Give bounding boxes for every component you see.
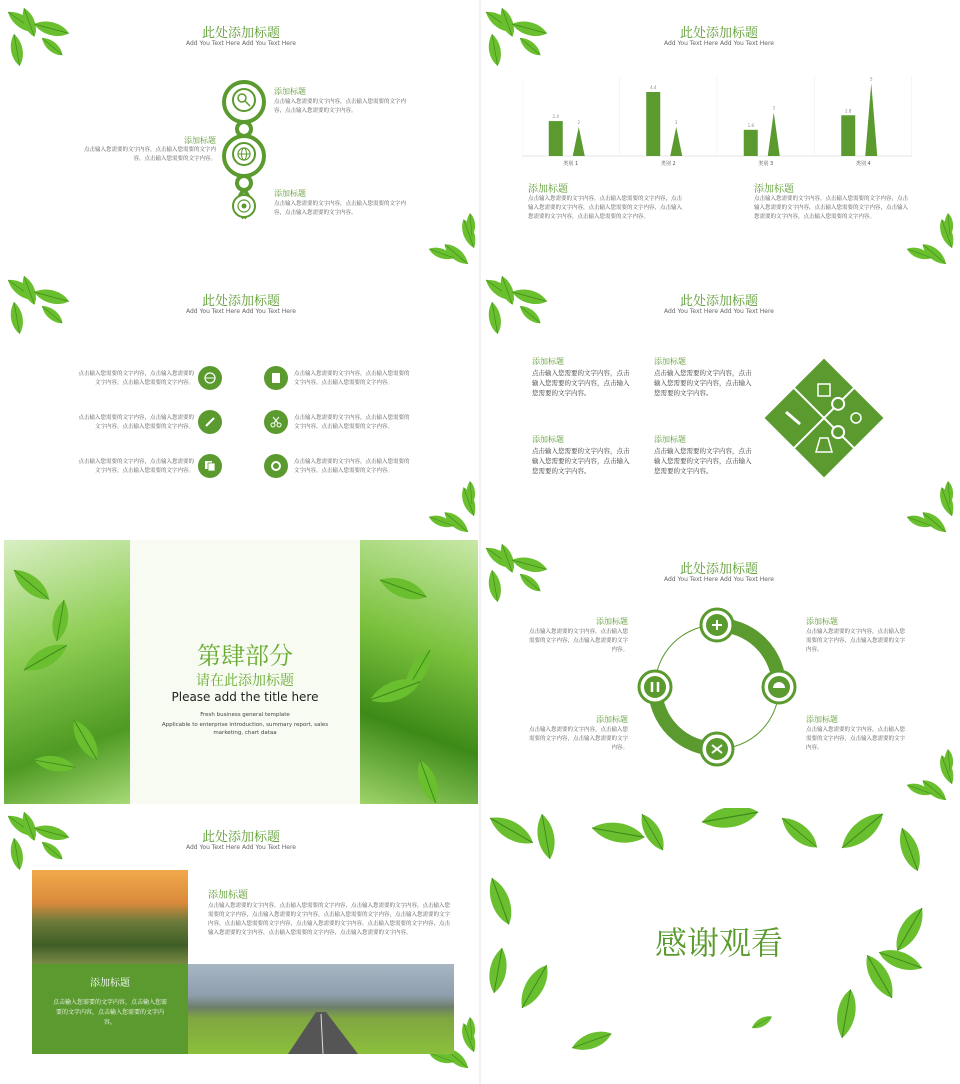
landscape-photo	[32, 870, 188, 964]
slide-2	[482, 4, 956, 268]
list-item-text: 点击输入您需要的文字内容，点击输入您需要的文字内容，点击输入您需要的文字内容。	[78, 371, 194, 386]
section-desc: Applicable to enterprise introduction, summary report, sales marketing, chart dataa	[161, 722, 329, 736]
slide-6	[482, 540, 956, 804]
data-label: 2	[674, 119, 678, 125]
block-title: 添加标题	[754, 184, 794, 195]
block-text: 点击输入您需要的文字内容，点击输入您需要的文字内容，点击输入您需要的文字内容，点击输入您需要的文字内容，点击输入您需要的文字内容，点击输入您需要的文字内容，点击输入您需要的文字内容，点击输入您需要的文字内容，点击输入您需要的文字内容，点击输入您需要的文字内容，点击输入您需要的文字内容，点击输入您需要的文字内容，点击输入您需要的文字内容。	[208, 903, 451, 936]
section-desc: Fresh business general template	[200, 712, 290, 718]
item-title: 添加标题	[184, 136, 216, 145]
block-title: 添加标题	[654, 435, 686, 444]
item-title: 添加标题	[274, 87, 306, 96]
data-label: 2	[577, 119, 581, 125]
data-label: 4.4	[650, 85, 657, 90]
bar	[841, 115, 855, 156]
block-title: 添加标题	[596, 715, 628, 724]
leaf-decoration	[428, 212, 478, 268]
item-text: 点击输入您需要的文字内容，点击输入您需要的文字内容，点击输入您需要的文字内容。	[83, 147, 216, 162]
tick-label: 类别 3	[758, 161, 774, 167]
bar	[549, 121, 563, 156]
slide-title: 此处添加标题	[201, 830, 280, 845]
block-title: 添加标题	[532, 357, 564, 366]
data-label: 2.8	[845, 108, 852, 114]
block-title: 添加标题	[806, 715, 838, 724]
bar	[646, 92, 660, 156]
item-text: 点击输入您需要的文字内容，点击输入您需要的文字内容，点击输入您需要的文字内容。	[274, 201, 407, 216]
list-item-text: 点击输入您需要的文字内容，点击输入您需要的文字内容，点击输入您需要的文字内容。	[294, 371, 410, 386]
section-english-title: Please add the title here	[171, 690, 319, 704]
slide-subtitle: Add You Text Here Add You Text Here	[664, 40, 774, 47]
block-title: 添加标题	[208, 890, 248, 901]
thanks-text: 感谢观看	[654, 924, 783, 962]
bar-chart	[522, 70, 912, 172]
tick-label: 类别 1	[563, 161, 579, 167]
data-label: 1.8	[747, 122, 754, 128]
block-title: 添加标题	[806, 617, 838, 626]
section-heading: 第肆部分	[197, 642, 293, 670]
road-photo	[188, 964, 454, 1054]
list-item-text: 点击输入您需要的文字内容，点击输入您需要的文字内容，点击输入您需要的文字内容。	[78, 459, 194, 474]
settings-icon	[264, 454, 288, 478]
box-title: 添加标题	[90, 978, 130, 989]
document-icon	[264, 366, 288, 390]
tick-label: 类别 4	[855, 161, 871, 167]
block-text: 点击输入您需要的文字内容，点击输入您需要的文字内容，点击输入您需要的文字内容。	[532, 369, 630, 397]
triangle-bar	[670, 127, 682, 156]
slide-separator	[479, 0, 481, 1084]
list-item-text: 点击输入您需要的文字内容，点击输入您需要的文字内容，点击输入您需要的文字内容。	[294, 415, 410, 430]
slide-3	[4, 272, 478, 536]
slide-title: 此处添加标题	[679, 294, 758, 309]
copy-icon	[198, 454, 222, 478]
item-title: 添加标题	[274, 189, 306, 198]
slide-1	[4, 4, 478, 268]
triangle-bar	[865, 83, 877, 156]
slide-title: 此处添加标题	[679, 26, 758, 41]
block-text: 点击输入您需要的文字内容，点击输入您需要的文字内容，点击输入您需要的文字内容。	[806, 727, 906, 751]
data-label: 3	[772, 105, 776, 111]
block-text: 点击输入您需要的文字内容，点击输入您需要的文字内容，点击输入您需要的文字内容，点击输入您需要的文字内容，点击输入您需要的文字内容，点击输入您需要的文字内容。	[754, 196, 909, 220]
block-text: 点击输入您需要的文字内容，点击输入您需要的文字内容，点击输入您需要的文字内容。	[654, 369, 752, 397]
block-text: 点击输入您需要的文字内容，点击输入您需要的文字内容，点击输入您需要的文字内容。	[806, 629, 906, 653]
brush-icon	[198, 410, 222, 434]
block-title: 添加标题	[654, 357, 686, 366]
block-title: 添加标题	[596, 617, 628, 626]
slide-subtitle: Add You Text Here Add You Text Here	[186, 40, 296, 47]
leaf-decoration	[906, 212, 956, 268]
data-label: 5	[869, 76, 873, 82]
block-title: 添加标题	[528, 184, 568, 195]
item-text: 点击输入您需要的文字内容，点击输入您需要的文字内容，点击输入您需要的文字内容。	[274, 99, 407, 114]
leaf-decoration	[428, 480, 478, 536]
globe-icon	[198, 366, 222, 390]
slide-subtitle: Add You Text Here Add You Text Here	[664, 576, 774, 583]
slide-5	[4, 540, 478, 804]
leaf-decoration	[906, 748, 956, 804]
block-title: 添加标题	[532, 435, 564, 444]
leaf-decoration	[4, 540, 130, 804]
block-text: 点击输入您需要的文字内容，点击输入您需要的文字内容，点击输入您需要的文字内容，点击输入您需要的文字内容，点击输入您需要的文字内容，点击输入您需要的文字内容。	[528, 196, 683, 220]
slide-subtitle: Add You Text Here Add You Text Here	[664, 308, 774, 315]
triangle-bar	[573, 127, 585, 156]
green-text-box	[32, 964, 188, 1054]
puzzle-diamond	[762, 356, 886, 480]
block-text: 点击输入您需要的文字内容，点击输入您需要的文字内容，点击输入您需要的文字内容。	[528, 727, 628, 751]
box-text: 点击输入您需要的文字内容，点击输入您需要的文字内容，点击输入您需要的文字内容。	[52, 999, 167, 1026]
slide-title: 此处添加标题	[679, 562, 758, 577]
slide-subtitle: Add You Text Here Add You Text Here	[186, 308, 296, 315]
tick-label: 类别 2	[660, 161, 676, 167]
slide-title: 此处添加标题	[201, 26, 280, 41]
vertical-chain-diagram	[222, 80, 266, 220]
slide-title: 此处添加标题	[201, 294, 280, 309]
leaf-decoration	[906, 480, 956, 536]
triangle-bar	[768, 112, 780, 156]
list-item-text: 点击输入您需要的文字内容，点击输入您需要的文字内容，点击输入您需要的文字内容。	[294, 459, 410, 474]
section-subheading: 请在此添加标题	[196, 673, 294, 689]
leaf-decoration	[360, 540, 478, 804]
cycle-diagram	[632, 602, 802, 772]
scissors-icon	[264, 410, 288, 434]
data-label: 2.4	[552, 114, 559, 120]
slide-8	[482, 808, 956, 1072]
slide-4	[482, 272, 956, 536]
slide-7	[4, 808, 478, 1072]
block-text: 点击输入您需要的文字内容，点击输入您需要的文字内容，点击输入您需要的文字内容。	[654, 447, 752, 475]
list-item-text: 点击输入您需要的文字内容，点击输入您需要的文字内容，点击输入您需要的文字内容。	[78, 415, 194, 430]
block-text: 点击输入您需要的文字内容，点击输入您需要的文字内容，点击输入您需要的文字内容。	[532, 447, 630, 475]
slide-subtitle: Add You Text Here Add You Text Here	[186, 844, 296, 851]
block-text: 点击输入您需要的文字内容，点击输入您需要的文字内容，点击输入您需要的文字内容。	[528, 629, 628, 653]
bar	[744, 130, 758, 156]
